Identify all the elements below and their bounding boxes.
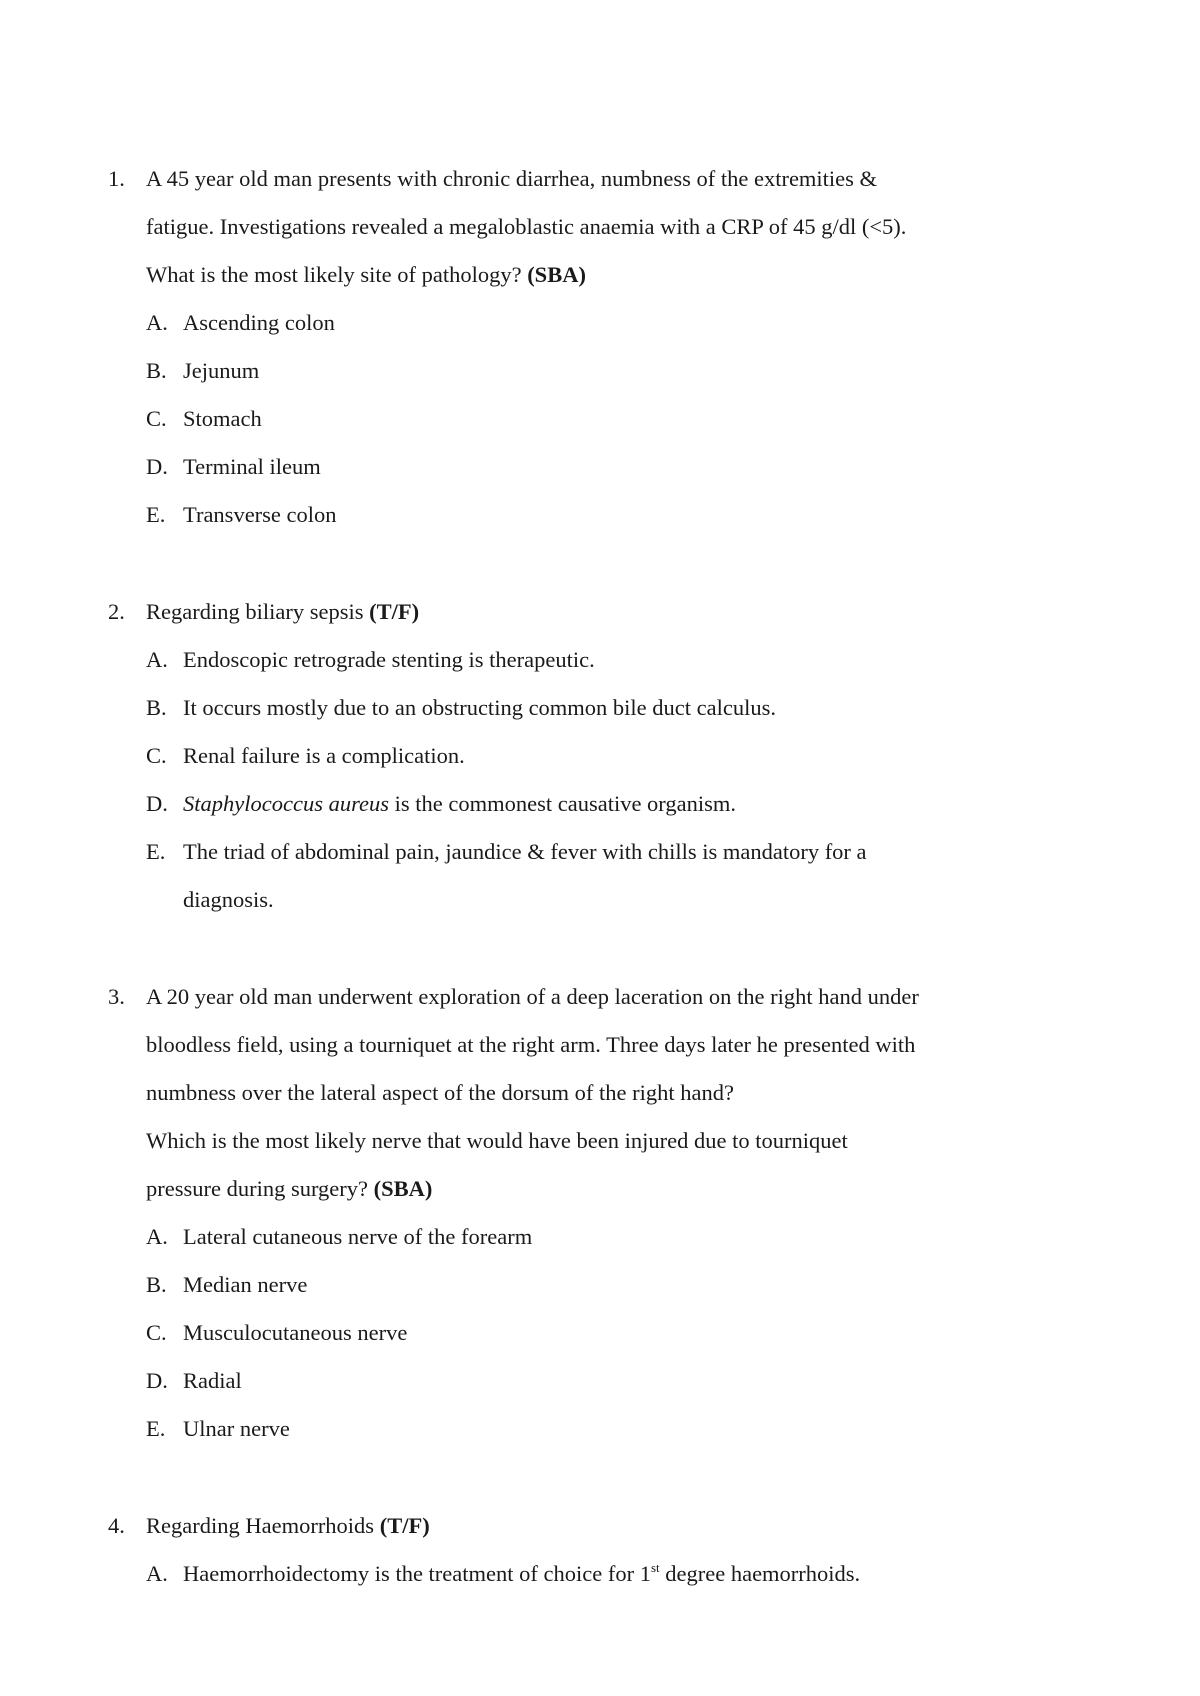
option-text: Radial <box>183 1368 242 1393</box>
question-3 <box>108 973 1108 1453</box>
option-b <box>108 347 1108 395</box>
option-e <box>108 828 1108 876</box>
option-d <box>108 443 1108 491</box>
option-text: Ascending colon <box>183 310 335 335</box>
option-letter: D. <box>146 1368 168 1393</box>
option-letter: E. <box>146 502 166 527</box>
option-letter: B. <box>146 695 167 720</box>
question-stem-line: fatigue. Investigations revealed a megaloblastic anaemia with a CRP of 45 g/dl (<5). <box>146 214 907 239</box>
option-letter: A. <box>146 310 168 335</box>
option-letter: D. <box>146 791 168 816</box>
option-text-continuation: diagnosis. <box>183 887 274 912</box>
option-b <box>108 684 1108 732</box>
option-c <box>108 1309 1108 1357</box>
question-number: 2. <box>108 599 125 624</box>
question-stem-line: Which is the most likely nerve that would have been injured due to tourniquet <box>146 1128 848 1153</box>
option-c <box>108 395 1108 443</box>
option-letter: C. <box>146 406 167 431</box>
option-letter: A. <box>146 647 168 672</box>
option-letter: A. <box>146 1561 168 1586</box>
question-4 <box>108 1502 1108 1598</box>
option-text: The triad of abdominal pain, jaundice & fever with chills is mandatory for a <box>183 839 867 864</box>
option-letter: C. <box>146 743 167 768</box>
option-letter: D. <box>146 454 168 479</box>
option-letter: B. <box>146 1272 167 1297</box>
option-text: Stomach <box>183 406 262 431</box>
question-stem-line: bloodless field, using a tourniquet at the right arm. Three days later he presented with <box>146 1032 916 1057</box>
option-e <box>108 1405 1108 1453</box>
option-letter: E. <box>146 839 166 864</box>
question-stem-line: What is the most likely site of pathology? <box>146 262 522 287</box>
question-number: 3. <box>108 984 125 1009</box>
option-d <box>108 1357 1108 1405</box>
question-stem-line: pressure during surgery? <box>146 1176 369 1201</box>
option-e <box>108 491 1108 539</box>
option-text: It occurs mostly due to an obstructing common bile duct calculus. <box>183 695 776 720</box>
option-text: Ulnar nerve <box>183 1416 290 1441</box>
question-type-tag: (T/F) <box>379 1513 430 1538</box>
option-d <box>108 780 1108 828</box>
option-text: Renal failure is a complication. <box>183 743 465 768</box>
option-letter: C. <box>146 1320 167 1345</box>
option-text: Median nerve <box>183 1272 308 1297</box>
option-text: Terminal ileum <box>183 454 321 479</box>
option-a <box>108 636 1108 684</box>
question-stem-line: Regarding biliary sepsis <box>146 599 364 624</box>
option-a <box>108 1213 1108 1261</box>
question-type-tag: (SBA) <box>373 1176 433 1201</box>
option-letter: A. <box>146 1224 168 1249</box>
option-text: Haemorrhoidectomy is the treatment of choice for 1 <box>183 1561 651 1586</box>
option-b <box>108 1261 1108 1309</box>
question-type-tag: (SBA) <box>527 262 586 287</box>
question-type-tag: (T/F) <box>369 599 420 624</box>
option-text: Lateral cutaneous nerve of the forearm <box>183 1224 533 1249</box>
option-text: degree haemorrhoids. <box>659 1561 861 1586</box>
option-a <box>108 299 1108 347</box>
question-stem-line: Regarding Haemorrhoids <box>146 1513 375 1538</box>
option-a <box>108 1550 1108 1598</box>
option-text: is the commonest causative organism. <box>389 791 737 816</box>
question-stem-line: A 45 year old man presents with chronic diarrhea, numbness of the extremities & <box>146 166 878 191</box>
option-text: Musculocutaneous nerve <box>183 1320 408 1345</box>
question-number: 1. <box>108 166 125 191</box>
question-2 <box>108 588 1108 924</box>
question-stem-line: A 20 year old man underwent exploration of a deep laceration on the right hand under <box>146 984 919 1009</box>
option-letter: E. <box>146 1416 166 1441</box>
option-c <box>108 732 1108 780</box>
option-text: Transverse colon <box>183 502 337 527</box>
option-text: Jejunum <box>183 358 260 383</box>
question-stem-line: numbness over the lateral aspect of the dorsum of the right hand? <box>146 1080 734 1105</box>
organism-name: Staphylococcus aureus <box>183 791 389 816</box>
question-1 <box>108 155 1108 539</box>
ordinal-superscript: st <box>650 1560 660 1575</box>
option-letter: B. <box>146 358 167 383</box>
question-number: 4. <box>108 1513 125 1538</box>
option-text: Endoscopic retrograde stenting is therapeutic. <box>183 647 595 672</box>
